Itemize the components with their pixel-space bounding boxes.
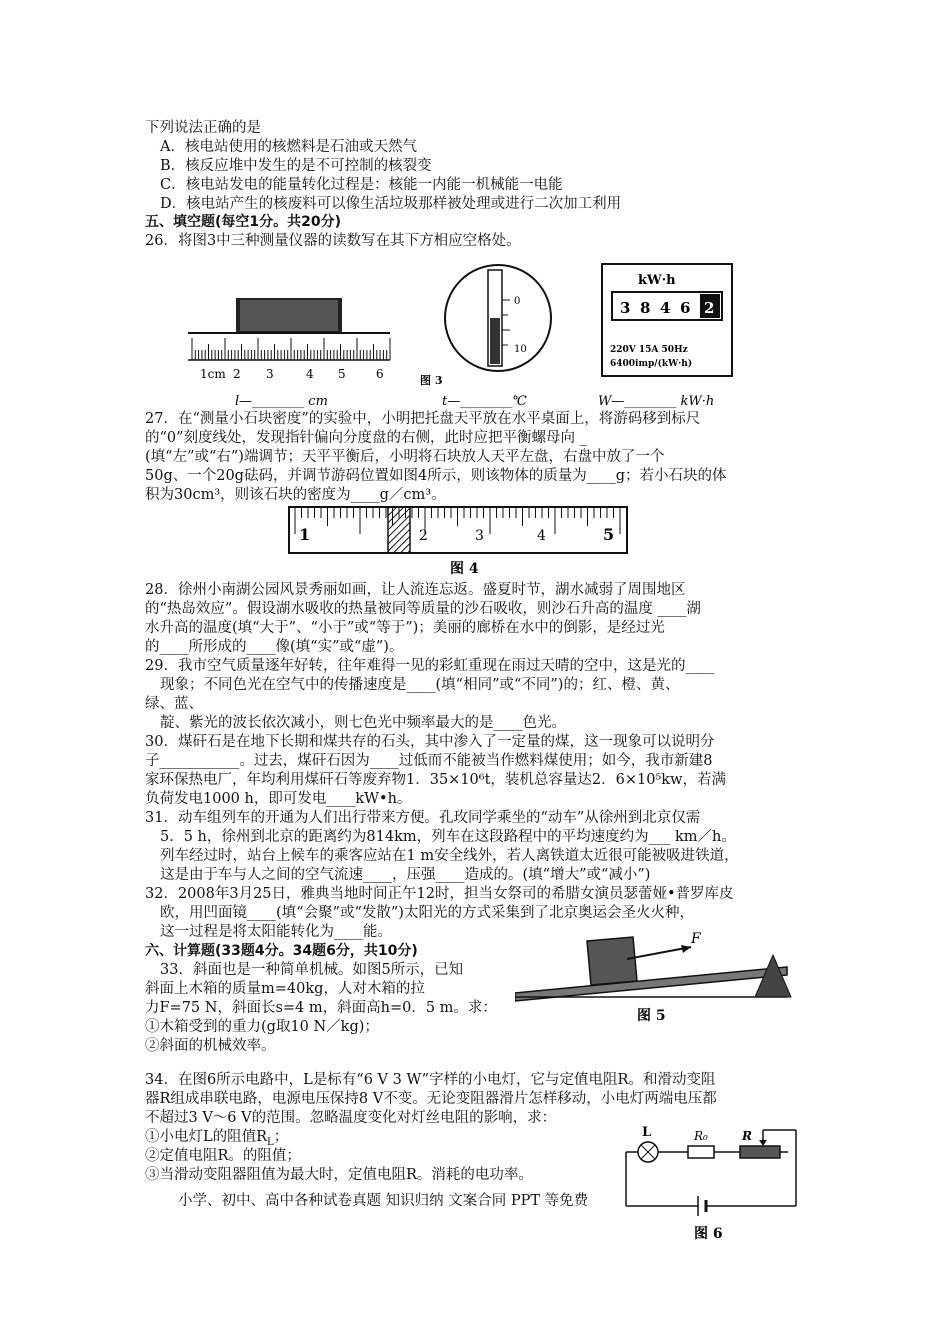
- scale-label-4: 4: [537, 528, 546, 544]
- q33-sub-2: ②斜面的机械效率。: [145, 1038, 276, 1054]
- q26-text: 26．将图3中三种测量仪器的读数写在其下方相应空格处。: [145, 233, 521, 249]
- q28-line-3: 水升高的温度(填“大于”、“小于”或“等于”)；美丽的廊桥在水中的倒影，是经过光: [145, 620, 665, 636]
- q28-line-1: 28．徐州小南湖公园风景秀丽如画，让人流连忘返。盛夏时节，湖水减弱了周围地区: [145, 582, 686, 598]
- therm-label-10: 10: [514, 344, 527, 355]
- q33-line-3: 力F=75 N，斜面长s=4 m，斜面高h=0．5 m。求：: [145, 1000, 497, 1016]
- q34-sub-1-subscript: L: [267, 1136, 274, 1148]
- q33-line-2: 斜面上木箱的质量m=40kg，人对木箱的拉: [145, 981, 425, 997]
- figure-3: [180, 260, 820, 410]
- q32-line-1: 32．2008年3月25日，雅典当地时间正午12时，担当女祭司的希腊女演员瑟蕾娅•普罗库皮: [145, 886, 734, 902]
- q30-line-1: 30．煤矸石是在地下长期和煤共存的石头，其中渗入了一定量的煤，这一现象可以说明分: [145, 734, 715, 750]
- lamp-label: L: [642, 1125, 652, 1140]
- r-label: R: [742, 1129, 752, 1143]
- q28-line-2: 的“热岛效应”。假设湖水吸收的热量被同等质量的沙石吸收，则沙石升高的温度 ____湖: [145, 601, 701, 617]
- meter-spec-1: 220V 15A 50Hz: [610, 345, 688, 355]
- q34-sub-1-text: ①小电灯L的阻值R: [145, 1129, 268, 1145]
- q29-line-2: 现象；不同色光在空气中的传播速度是____(填“相同”或“不同”)的；红、橙、黄、: [160, 677, 680, 693]
- q27-line-4: 50g、一个20g砝码，并调节游码位置如图4所示，则该物体的质量为____g；若小石块的体: [145, 468, 727, 484]
- therm-label-0: 0: [514, 296, 521, 307]
- figure-6-caption: 图 6: [694, 1226, 723, 1242]
- q30-line-4: 负荷发电1000 h，即可发电____kW•h。: [145, 791, 412, 807]
- q27-line-1: 27．在“测量小石块密度”的实验中，小明把托盘天平放在水平桌面上，将游码移到标尺: [145, 411, 701, 427]
- footer-promo: 小学、初中、高中各种试卷真题 知识归纳 文案合同 PPT 等免费: [178, 1193, 589, 1209]
- q30-line-2: 子___________。过去，煤矸石因为____过低而不能被当作燃料煤使用；如今，我市新建8: [145, 753, 713, 769]
- q34-line-3: 不超过3 V～6 V的范围。忽略温度变化对灯丝电阻的影响，求：: [145, 1110, 557, 1126]
- q30-line-3: 家环保热电厂，年均利用煤矸石等废弃物1．35×10⁶t，装机总容量达2．6×10⁵kw，若满: [145, 772, 726, 788]
- q27-line-5: 积为30cm³，则该石块的密度为____g／cm³。: [145, 487, 446, 503]
- meter-digit-4: 6: [680, 299, 691, 317]
- q27-line-3: (填“左”或“右”)端调节；天平平衡后，小明将石块放人天平左盘，右盘中放了一个: [145, 449, 665, 465]
- meter-spec-2: 6400imp/(kW·h): [610, 359, 693, 369]
- answer-temperature: t—________℃: [442, 394, 527, 409]
- q31-line-4: 这是由于车与人之间的空气流速____，压强____造成的。(填“增大”或“减小”): [160, 867, 651, 883]
- ruler-label-2: 2: [233, 367, 241, 381]
- q29-line-3: 绿、蓝、: [145, 696, 203, 712]
- q34-line-1: 34．在图6所示电路中，L是标有“6 V 3 W”字样的小电灯，它与定值电阻R。和滑动变阻: [145, 1072, 716, 1088]
- q28-line-4: 的____所形成的____像(填“实”或“虚”)。: [145, 639, 404, 655]
- fixed-resistor: [688, 1146, 714, 1158]
- q32-line-3: 这一过程是将太阳能转化为____能。: [160, 924, 392, 940]
- q31-line-3: 列车经过时，站台上候车的乘客应站在1 m安全线外，若人离铁道太近很可能被吸进铁道，: [160, 848, 739, 864]
- option-b: B．核反应堆中发生的是不可控制的核裂变: [160, 158, 432, 174]
- ruler-label-4: 4: [306, 367, 314, 381]
- meter-digit-2: 8: [640, 299, 651, 317]
- ruler-figure: [188, 298, 390, 381]
- question-intro: 下列说法正确的是: [145, 120, 261, 136]
- option-d: D．核电站产生的核废料可以像生活垃圾那样被处理或进行二次加工利用: [160, 196, 622, 212]
- meter-digit-1: 3: [620, 299, 631, 317]
- q34-sub-2: ②定值电阻R。的阻值；: [145, 1148, 301, 1164]
- q34-line-2: 器R组成串联电路，电源电压保持8 V不变。无论变阻器滑片怎样移动，小电灯两端电压都: [145, 1091, 717, 1107]
- scale-label-3: 3: [475, 528, 484, 544]
- q29-line-4: 靛、紫光的波长依次减小，则七色光中频率最大的是____色光。: [160, 715, 566, 731]
- ruler-label-1: 1cm: [200, 367, 226, 381]
- figure-3-caption: 图 3: [420, 374, 443, 387]
- r0-label: R₀: [694, 1129, 708, 1143]
- meter-digit-5: 2: [704, 299, 715, 317]
- ruler-label-3: 3: [266, 367, 274, 381]
- q31-line-1: 31．动车组列车的开通为人们出行带来方便。孔玫同学乘坐的“动车”从徐州到北京仅需: [145, 810, 701, 826]
- ruler-label-5: 5: [338, 367, 346, 381]
- energy-meter-figure: [602, 264, 732, 376]
- answer-length: l—________ cm: [235, 394, 328, 409]
- thermometer-figure: [445, 265, 551, 371]
- figure-6: [618, 1118, 803, 1243]
- q32-line-2: 欧，用凹面镜____(填“会聚”或“发散”)太阳光的方式采集到了北京奥运会圣火火种，: [160, 905, 694, 921]
- scale-label-2: 2: [419, 528, 428, 544]
- rheostat: [740, 1146, 780, 1158]
- q33-line-1: 33．斜面也是一种简单机械。如图5所示，已知: [160, 962, 464, 978]
- wooden-box: [587, 937, 637, 985]
- ruler-label-6: 6: [376, 367, 384, 381]
- meter-digit-3: 4: [660, 299, 671, 317]
- option-a: A．核电站使用的核燃料是石油或天然气: [160, 139, 417, 155]
- figure-4: [285, 505, 630, 577]
- figure-5: [515, 925, 795, 1025]
- figure-5-caption: 图 5: [637, 1008, 666, 1024]
- section-five-heading: 五、填空题(每空1分。共20分): [145, 214, 342, 230]
- q33-sub-1: ①木箱受到的重力(g取10 N／kg)；: [145, 1019, 379, 1035]
- option-c: C．核电站发电的能量转化过程是：核能一内能一机械能一电能: [160, 177, 563, 193]
- scale-label-1: 1: [299, 525, 311, 544]
- rider-weight: [388, 507, 410, 553]
- q31-line-2: 5．5 h，徐州到北京的距离约为814km，列车在这段路程中的平均速度约为___ km／h。: [160, 829, 736, 845]
- q27-line-2: 的“0”刻度线处，发现指针偏向分度盘的右侧，此时应把平衡螺母向 _: [145, 430, 587, 446]
- section-six-heading: 六、计算题(33题4分。34题6分，共10分): [145, 943, 418, 959]
- q34-sub-3: ③当滑动变阻器阻值为最大时，定值电阻R。消耗的电功率。: [145, 1167, 533, 1183]
- meter-unit: kW·h: [638, 273, 676, 288]
- q34-sub-1-end: ；: [273, 1129, 289, 1145]
- scale-label-5: 5: [603, 525, 615, 544]
- answer-energy: W—________ kW·h: [598, 394, 715, 409]
- force-label: F: [691, 931, 701, 947]
- figure-4-caption: 图 4: [450, 561, 479, 577]
- q29-line-1: 29．我市空气质量逐年好转，往年难得一见的彩虹重现在雨过天晴的空中，这是光的____: [145, 658, 715, 674]
